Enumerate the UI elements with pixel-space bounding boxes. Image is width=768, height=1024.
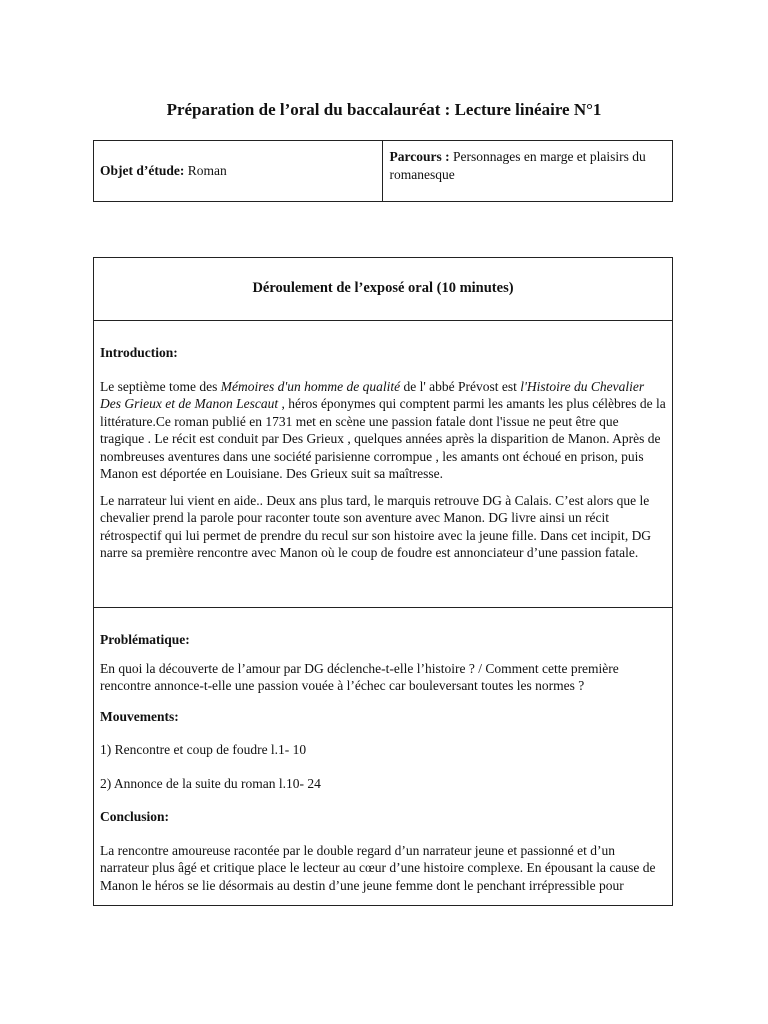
mouvements-label: Mouvements: — [100, 708, 179, 724]
problematique-label: Problématique: — [100, 632, 190, 647]
info-table — [93, 140, 673, 202]
intro-text-c: , héros éponymes qui comptent parmi les amants les plus célèbres de la littérature.Ce roman publié en 1731 met en scène une passion fatale dont l'issue ne peut être que tragique . Le récit est conduit par Des Grieux , quelques années après la disparition de Manon. Après de nombreuses aventures dans une société parisienne corrompue , les amants ont échoué en prison, puis Manon est déportée en Louisiane. Des Grieux suit sa maîtresse. — [100, 396, 666, 481]
mouvement-item-2: 2) Annonce de la suite du roman l.10- 24 — [100, 775, 321, 791]
introduction-cell — [94, 321, 673, 608]
intro-italic-title-1: Mémoires d'un homme de qualité — [220, 378, 401, 394]
parcours-cell — [383, 141, 673, 202]
intro-text-b: de l' abbé Prévost est — [400, 378, 521, 394]
parcours-value: Personnages en marge et plaisirs du romanesque — [389, 149, 646, 182]
deroulement-table — [93, 257, 673, 906]
objet-label: Objet d’étude: — [100, 163, 185, 179]
intro-text-a: Le septième tome des — [100, 378, 221, 394]
problematique-cell — [94, 608, 673, 906]
conclusion-label: Conclusion: — [100, 809, 170, 824]
parcours-label: Parcours : — [389, 149, 450, 164]
introduction-paragraph-2: Le narrateur lui vient en aide.. Deux ans plus tard, le marquis retrouve DG à Calais. C’est alors que le chevalier prend la parole pour raconter toute son aventure avec Manon. DG livre ainsi un récit rétrospectif qui lui permet de prendre du recul sur son histoire avec la jeune fille. Dans cet incipit, DG narre sa première rencontre avec Manon où le coup de foudre est annonciateur d’une passion fatale. — [100, 492, 652, 560]
deroulement-heading: Déroulement de l’exposé oral (10 minutes) — [94, 258, 673, 321]
objet-etude-cell — [94, 141, 383, 202]
conclusion-text: La rencontre amoureuse racontée par le double regard d’un narrateur jeune et passionné et d’un narrateur plus âgé et critique place le lecteur au cœur d’une histoire complexe. En épousant la cause de Manon le héros se lie désormais au destin d’une jeune femme dont le penchant irrépressible pour — [100, 842, 656, 893]
introduction-paragraph-1 — [100, 378, 666, 483]
objet-value: Roman — [184, 163, 227, 179]
document-title: Préparation de l’oral du baccalauréat : Lecture linéaire N°1 — [166, 100, 602, 119]
mouvement-item-1: 1) Rencontre et coup de foudre l.1- 10 — [100, 742, 307, 757]
problematique-text: En quoi la découverte de l’amour par DG déclenche-t-elle l’histoire ? / Comment cette première rencontre annonce-t-elle une passion vouée à l’échec car bouleversant toutes les normes ? — [100, 660, 619, 693]
intro-italic-title-2: l'Histoire du Chevalier Des Grieux et de Manon Lescaut — [100, 378, 645, 411]
introduction-label: Introduction: — [100, 345, 178, 360]
